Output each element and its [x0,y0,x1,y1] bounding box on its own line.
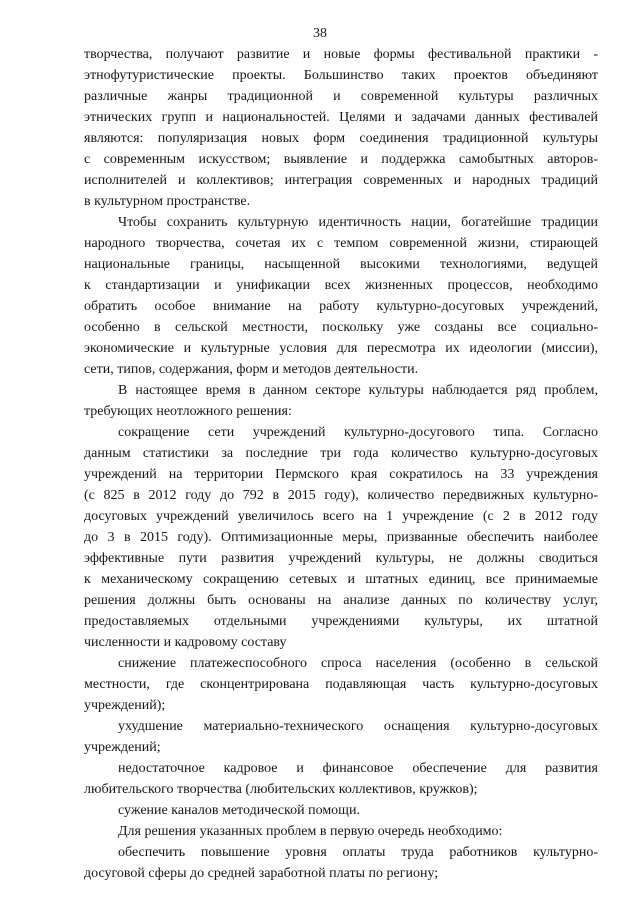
text-line: учреждений); [84,698,166,713]
text-line: этнических групп и национальностей. Целями и задачами данных фестивалей [84,110,598,125]
text-line: данным статистики за последние три года количество культурно-досуговых [84,446,598,461]
text-line: к стандартизации и унификации всех жизненных процессов, необходимо [84,278,598,293]
text-line: Для решения указанных проблем в первую очередь необходимо: [118,824,503,839]
text-line: творчества, получают развитие и новые формы фестивальной практики - [84,47,598,62]
text-line: досуговых учреждений увеличилось всего на 1 учреждение (с 2 в 2012 году [84,509,598,524]
text-line: национальные границы, насыщенной высокими технологиями, ведущей [84,257,598,272]
page-number: 38 [313,26,327,41]
text-line: (с 825 в 2012 году до 792 в 2015 году), количество передвижных культурно- [84,488,598,503]
text-line: этнофутуристические проекты. Большинство таких проектов объединяют [84,68,598,83]
text-line: местности, где сконцентрирована подавляющая часть культурно-досуговых [84,677,598,692]
text-line: требующих неотложного решения: [84,404,292,419]
text-line: экономические и культурные условия для пересмотра их идеологии (миссии), [84,341,598,356]
text-line: снижение платежеспособного спроса населения (особенно в сельской [118,656,598,671]
text-line: численности и кадровому составу [84,635,287,650]
text-line: сети, типов, содержания, форм и методов деятельности. [84,362,419,377]
text-line: учреждений на территории Пермского края сократилось на 33 учреждения [84,467,598,482]
text-line: Чтобы сохранить культурную идентичность нации, богатейшие традиции [118,215,598,230]
text-line: являются: популяризация новых форм соединения традиционной культуры [84,131,598,146]
text-line: сокращение сети учреждений культурно-досугового типа. Согласно [118,425,598,440]
text-line: исполнителей и коллективов; интеграция современных и народных традиций [84,173,598,188]
text-line: любительского творчества (любительских коллективов, кружков); [84,782,478,797]
text-line: В настоящее время в данном секторе культуры наблюдается ряд проблем, [118,383,598,398]
text-line: недостаточное кадровое и финансовое обеспечение для развития [118,761,598,776]
text-line: с современным искусством; выявление и поддержка самобытных авторов- [84,152,598,167]
text-line: решения должны быть основаны на анализе данных по количеству услуг, [84,593,598,608]
text-line: в культурном пространстве. [84,194,251,209]
text-line: досуговой сферы до средней заработной платы по региону; [84,866,439,881]
text-line: ухудшение материально-технического оснащения культурно-досуговых [118,719,598,734]
text-line: обратить особое внимание на работу культурно-досуговых учреждений, [84,299,598,314]
text-line: учреждений; [84,740,161,755]
text-line: различные жанры традиционной и современной культуры различных [84,89,598,104]
text-line: обеспечить повышение уровня оплаты труда работников культурно- [118,845,598,860]
text-line: до 3 в 2015 году). Оптимизационные меры, призванные обеспечить наиболее [84,530,598,545]
text-line: особенно в сельской местности, поскольку уже созданы все социально- [84,320,598,335]
text-line: к механическому сокращению сетевых и штатных единиц, все принимаемые [84,572,598,587]
text-line: народного творчества, сочетая их с темпом современной жизни, стирающей [84,236,598,251]
text-line: эффективные пути развития учреждений культуры, не должны сводиться [84,551,598,566]
text-line: предоставляемых отдельными учреждениями культуры, их штатной [84,614,598,629]
text-line: сужение каналов методической помощи. [118,803,360,818]
